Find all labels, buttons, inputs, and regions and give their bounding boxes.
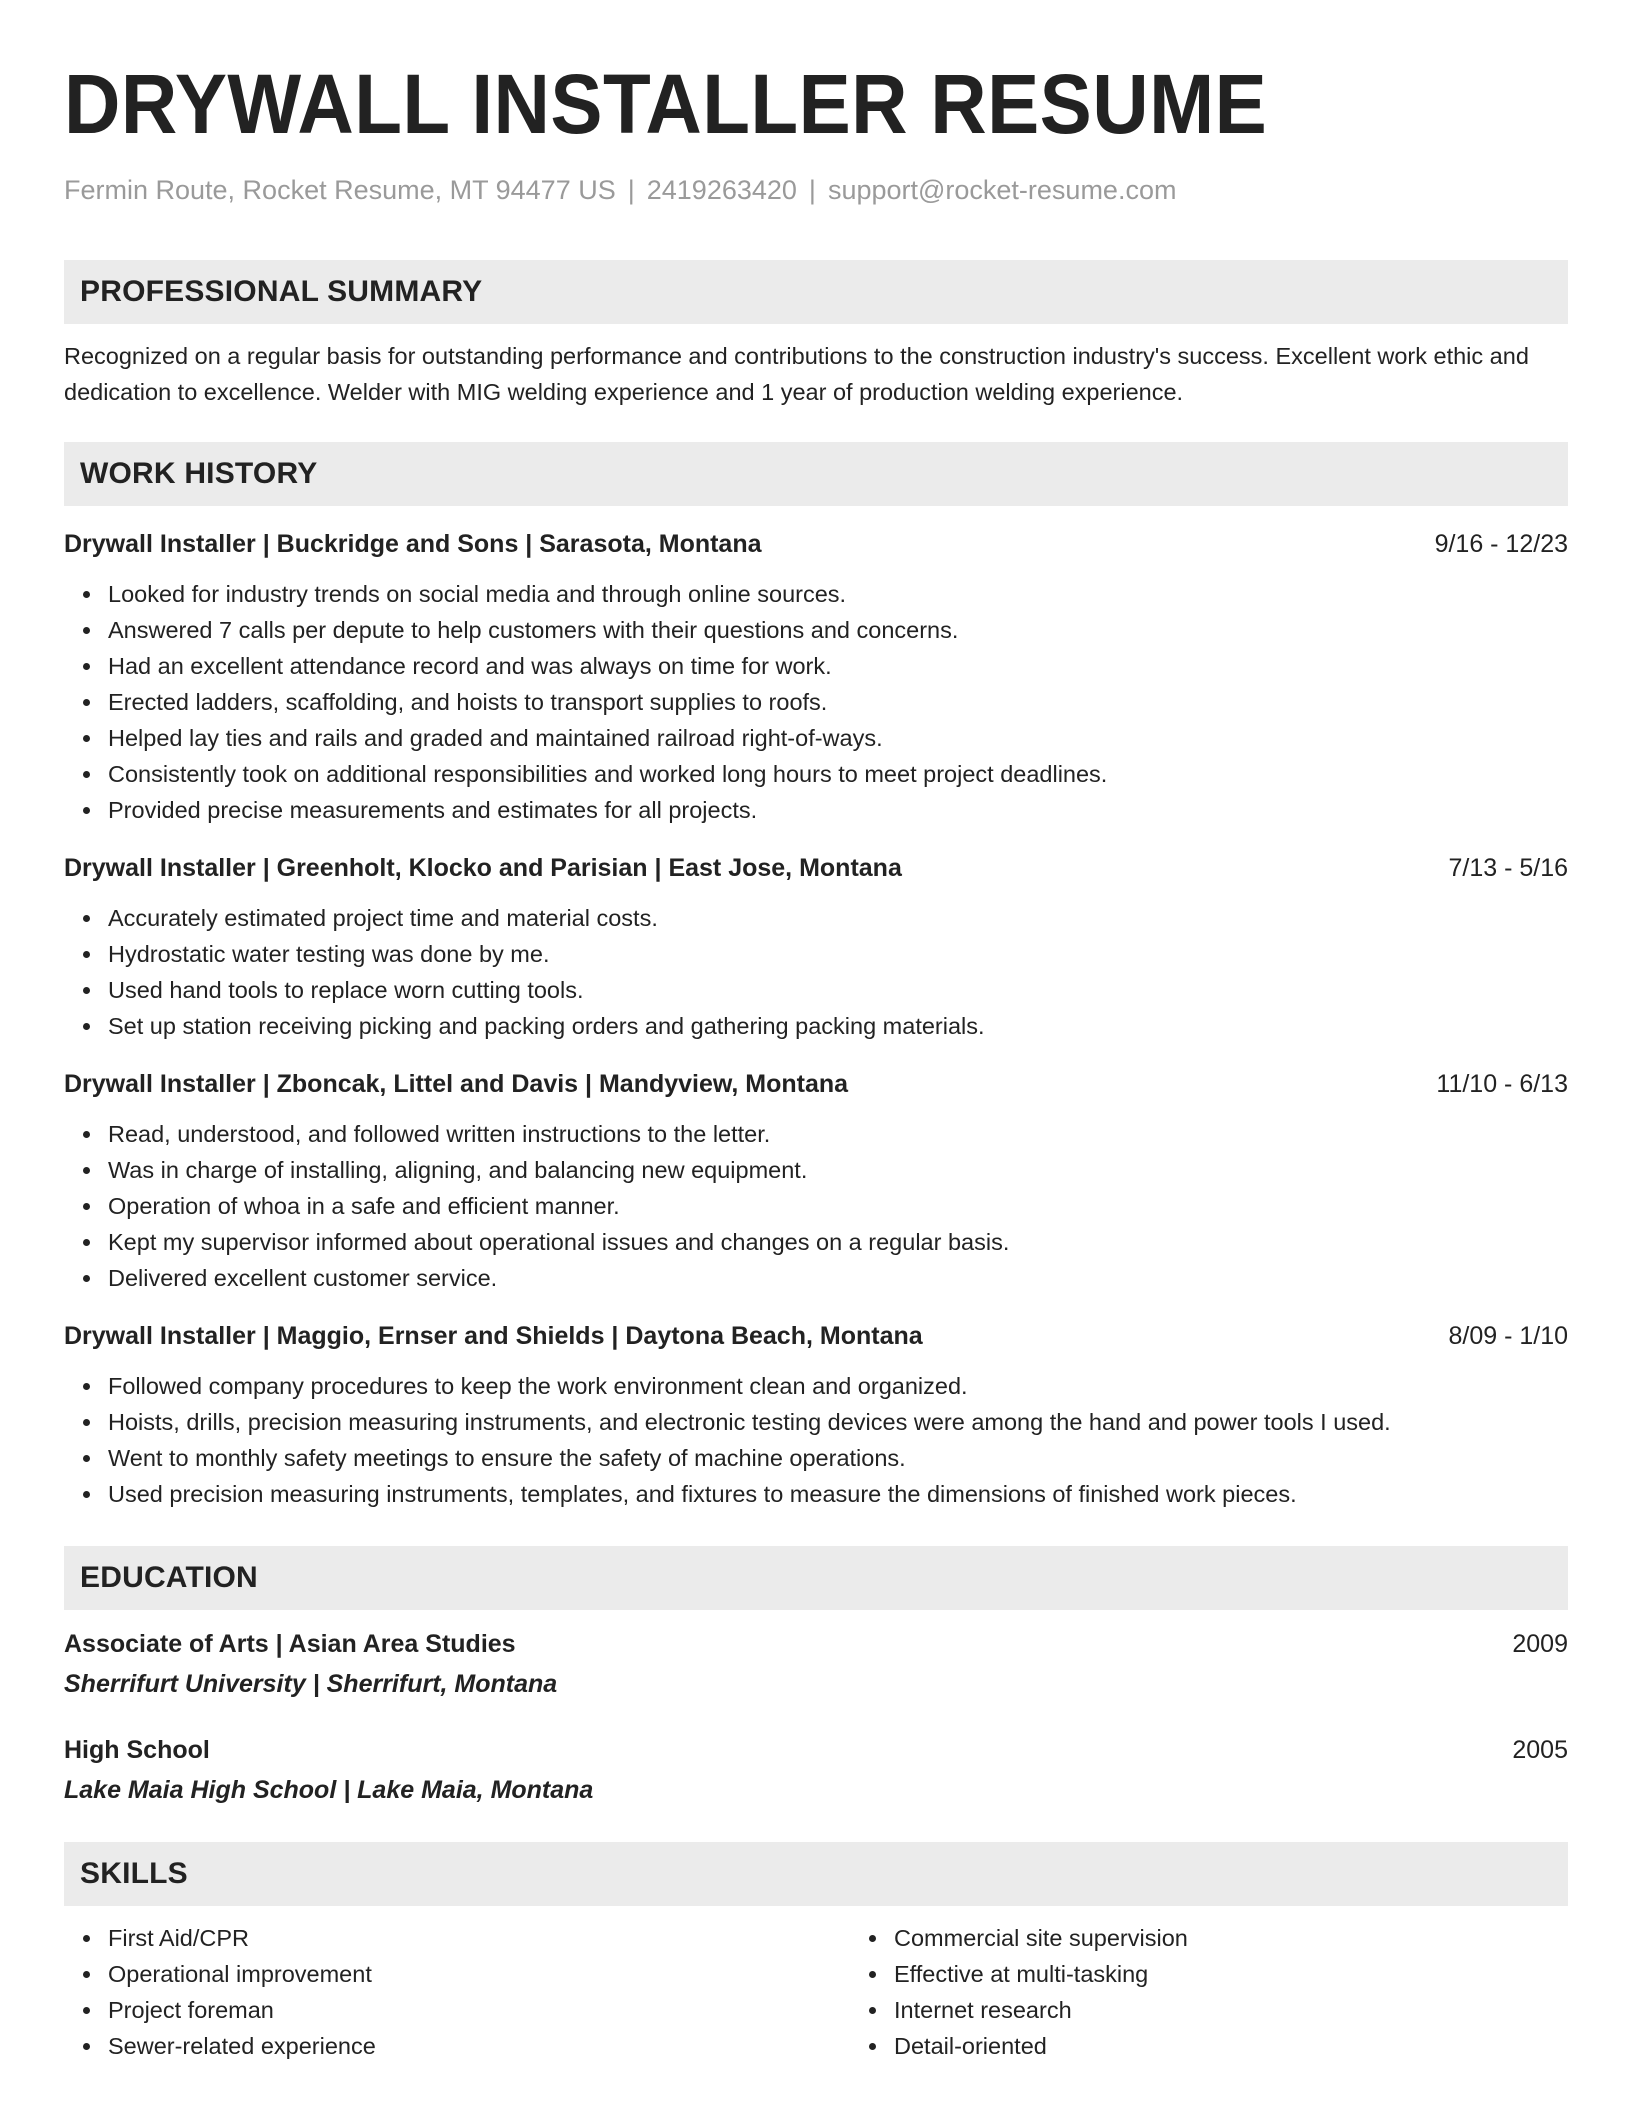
section-heading-work-history: WORK HISTORY bbox=[64, 442, 1568, 506]
list-item: Answered 7 calls per depute to help customers with their questions and concerns. bbox=[108, 612, 1568, 648]
list-item: Helped lay ties and rails and graded and maintained railroad right-of-ways. bbox=[108, 720, 1568, 756]
list-item: Set up station receiving picking and packing orders and gathering packing materials. bbox=[108, 1008, 1568, 1044]
resume-title: DRYWALL INSTALLER RESUME bbox=[64, 57, 1268, 151]
list-item: Kept my supervisor informed about operational issues and changes on a regular basis. bbox=[108, 1224, 1568, 1260]
list-item: Operational improvement bbox=[108, 1956, 850, 1992]
contact-address: Fermin Route, Rocket Resume, MT 94477 US bbox=[64, 175, 616, 205]
education-header bbox=[64, 1732, 1568, 1768]
list-item: Operation of whoa in a safe and efficient manner. bbox=[108, 1188, 1568, 1224]
list-item: Used hand tools to replace worn cutting tools. bbox=[108, 972, 1568, 1008]
job-header bbox=[64, 526, 1568, 562]
education-header bbox=[64, 1626, 1568, 1662]
contact-separator: | bbox=[627, 175, 635, 205]
job-header bbox=[64, 850, 1568, 886]
section-heading-summary: PROFESSIONAL SUMMARY bbox=[64, 260, 1568, 324]
list-item: Provided precise measurements and estimates for all projects. bbox=[108, 792, 1568, 828]
contact-separator: | bbox=[808, 175, 816, 205]
job-title: Drywall Installer | Greenholt, Klocko and Parisian | East Jose, Montana bbox=[64, 854, 902, 882]
education-school: Lake Maia High School | Lake Maia, Montana bbox=[64, 1776, 594, 1804]
job-title: Drywall Installer | Zboncak, Littel and Davis | Mandyview, Montana bbox=[64, 1070, 849, 1098]
job-title: Drywall Installer | Maggio, Ernser and Shields | Daytona Beach, Montana bbox=[64, 1322, 923, 1350]
list-item: Effective at multi-tasking bbox=[894, 1956, 1632, 1992]
job-entry bbox=[64, 1066, 1568, 1296]
contact-line bbox=[64, 172, 1568, 208]
list-item: Hydrostatic water testing was done by me. bbox=[108, 936, 1568, 972]
education-entry bbox=[64, 1626, 1568, 1702]
job-header bbox=[64, 1318, 1568, 1354]
job-bullets bbox=[64, 1368, 1568, 1512]
list-item: Was in charge of installing, aligning, and balancing new equipment. bbox=[108, 1152, 1568, 1188]
list-item: Commercial site supervision bbox=[894, 1920, 1632, 1956]
education-degree: High School bbox=[64, 1736, 210, 1764]
skills-list-right bbox=[850, 1920, 1632, 2064]
education-entry bbox=[64, 1732, 1568, 1808]
job-entry bbox=[64, 850, 1568, 1044]
list-item: Used precision measuring instruments, templates, and fixtures to measure the dimensions of finished work pieces. bbox=[108, 1476, 1568, 1512]
list-item: Internet research bbox=[894, 1992, 1632, 2028]
job-bullets bbox=[64, 576, 1568, 828]
job-bullets bbox=[64, 900, 1568, 1044]
list-item: Consistently took on additional responsibilities and worked long hours to meet project deadlines. bbox=[108, 756, 1568, 792]
job-entry bbox=[64, 1318, 1568, 1512]
list-item: Delivered excellent customer service. bbox=[108, 1260, 1568, 1296]
job-bullets bbox=[64, 1116, 1568, 1296]
summary-text: Recognized on a regular basis for outstanding performance and contributions to the construction industry's success. Excellent work ethic and dedication to excellence. Welder with MIG welding experience and 1 year of production welding experience. bbox=[64, 343, 1529, 405]
list-item: Accurately estimated project time and material costs. bbox=[108, 900, 1568, 936]
list-item: Followed company procedures to keep the work environment clean and organized. bbox=[108, 1368, 1568, 1404]
list-item: Went to monthly safety meetings to ensure the safety of machine operations. bbox=[108, 1440, 1568, 1476]
job-dates: 11/10 - 6/13 bbox=[1436, 1070, 1568, 1098]
job-header bbox=[64, 1066, 1568, 1102]
job-entry bbox=[64, 526, 1568, 828]
list-item: Looked for industry trends on social media and through online sources. bbox=[108, 576, 1568, 612]
education-year: 2009 bbox=[1512, 1630, 1568, 1658]
skills-columns bbox=[64, 1920, 1568, 2064]
list-item: Had an excellent attendance record and was always on time for work. bbox=[108, 648, 1568, 684]
list-item: Detail-oriented bbox=[894, 2028, 1632, 2064]
list-item: Sewer-related experience bbox=[108, 2028, 850, 2064]
list-item: Project foreman bbox=[108, 1992, 850, 2028]
job-title: Drywall Installer | Buckridge and Sons | Sarasota, Montana bbox=[64, 530, 762, 558]
job-dates: 9/16 - 12/23 bbox=[1434, 530, 1568, 558]
section-heading-education: EDUCATION bbox=[64, 1546, 1568, 1610]
education-school: Sherrifurt University | Sherrifurt, Montana bbox=[64, 1670, 558, 1698]
skills-list-left bbox=[64, 1920, 850, 2064]
education-year: 2005 bbox=[1512, 1736, 1568, 1764]
list-item: Read, understood, and followed written instructions to the letter. bbox=[108, 1116, 1568, 1152]
section-heading-skills: SKILLS bbox=[64, 1842, 1568, 1906]
contact-phone: 2419263420 bbox=[646, 175, 797, 205]
job-dates: 8/09 - 1/10 bbox=[1448, 1322, 1568, 1350]
education-degree: Associate of Arts | Asian Area Studies bbox=[64, 1630, 516, 1658]
job-dates: 7/13 - 5/16 bbox=[1448, 854, 1568, 882]
list-item: Hoists, drills, precision measuring instruments, and electronic testing devices were among the hand and power tools I used. bbox=[108, 1404, 1568, 1440]
list-item: First Aid/CPR bbox=[108, 1920, 850, 1956]
list-item: Erected ladders, scaffolding, and hoists to transport supplies to roofs. bbox=[108, 684, 1568, 720]
contact-email: support@rocket-resume.com bbox=[827, 175, 1177, 205]
